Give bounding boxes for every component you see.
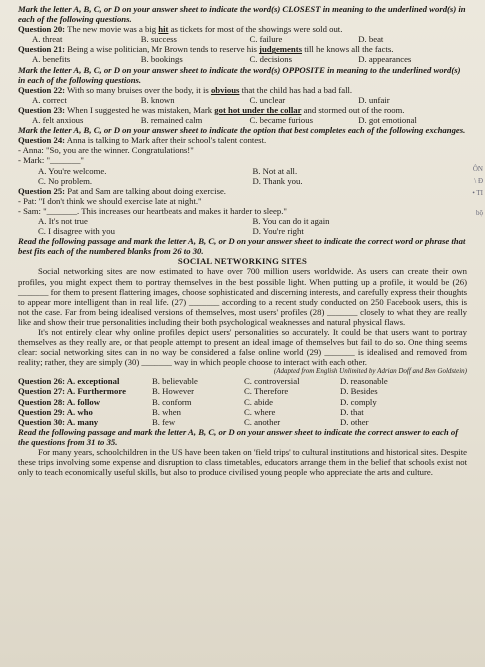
option-a[interactable]: A. felt anxious <box>32 115 84 126</box>
options-25-ab <box>18 216 467 226</box>
q30-option-d[interactable]: D. other <box>340 416 369 427</box>
underlined-word: obvious <box>210 84 240 95</box>
question-text: Being a wise politician, Mr Brown tends to reserve his <box>65 44 260 55</box>
q30-option-a[interactable]: Question 30: A. many <box>18 416 99 427</box>
dialogue-line: - Mark: "_______" <box>18 155 84 166</box>
question-22 <box>18 85 467 95</box>
option-d[interactable]: D. Thank you. <box>252 175 303 186</box>
options-23 <box>18 115 467 125</box>
q26-option-b[interactable]: B. believable <box>152 376 198 387</box>
option-b[interactable]: B. You can do it again <box>252 215 330 226</box>
passage-paragraph-2: It's not entirely clear why online profiles depict users' personalities so accurately. It could be that users want to portray themselves as they really are, or that people attempt to present an ideal image of themselves but fail to do so. One thing seems clear: social networking sites can in no way be considered a false online world (29) _______ is idealised and removed from reality; rather, they are simply (30) _______ way in which people choose to interact with each other. <box>18 327 467 368</box>
instruction-closest: Mark the letter A, B, C, or D on your answer sheet to indicate the word(s) CLOSEST in meaning to the underlined word(s) in each of the following questions. <box>18 4 466 25</box>
option-d[interactable]: D. unfair <box>358 94 390 105</box>
question-text: that the child has had a bad fall. <box>239 84 353 95</box>
question-text: Anna is talking to Mark after their school's talent contest. <box>65 135 267 146</box>
option-d[interactable]: D. appearances <box>358 54 412 65</box>
option-b[interactable]: B. bookings <box>140 54 183 65</box>
options-24-ab <box>18 166 467 176</box>
question-text: With so many bruises over the body, it is <box>65 84 211 95</box>
q30-option-c[interactable]: C. another <box>244 416 281 427</box>
margin-mark: ÔN <box>472 165 483 173</box>
instruction-exchanges: Mark the letter A, B, C, or D on your answer sheet to indicate the option that best completes each of the following exchanges. <box>18 125 466 136</box>
question-text: When I suggested he was mistaken, Mark <box>65 104 215 115</box>
margin-mark: \ Đ <box>474 177 483 185</box>
q30-option-b[interactable]: B. few <box>152 416 176 427</box>
options-25-cd <box>18 226 467 236</box>
question-label: Question 20: <box>18 24 66 35</box>
question-24 <box>18 135 467 145</box>
passage-paragraph-1: Social networking sites are now estimated to have over 700 million users worldwide. As users can create their own profiles, you might expect them to portray themselves in the best possible light. When putting up a profile, it would be (26) _______ for them to present flattering images, choose sophisticated and discerning interests, and carefully express their thoughts to appear more intelligent than in real life. (27) _______ according to a recent study conducted on 250 Facebook users, this is not the case. Far from being idealised versions of themselves, most users' profiles (28) _______ closely to what they are really like and show their true personalities including their both psychological weaknesses and natural physical flaws. <box>18 266 467 327</box>
answer-options-grid <box>18 376 467 426</box>
options-22 <box>18 95 467 105</box>
question-text: The new movie was a big <box>65 24 159 35</box>
q27-option-c[interactable]: C. Therefore <box>244 386 289 397</box>
question-text: till he knows all the facts. <box>302 44 394 55</box>
q29-option-d[interactable]: D. that <box>340 406 364 417</box>
question-23 <box>18 105 467 115</box>
margin-mark: • TI <box>472 189 483 197</box>
option-b[interactable]: B. success <box>140 34 177 45</box>
passage-title: SOCIAL NETWORKING SITES <box>177 256 308 267</box>
question-label: Question 22: <box>18 84 66 95</box>
option-d[interactable]: D. You're right <box>252 226 304 237</box>
q26-option-c[interactable]: C. controversial <box>244 376 300 387</box>
question-text: and stormed out of the room. <box>301 104 405 115</box>
option-a[interactable]: A. correct <box>32 94 67 105</box>
q26-option-d[interactable]: D. reasonable <box>340 376 388 387</box>
dialogue-line: - Anna: "So, you are the winner. Congratulations!" <box>18 145 194 156</box>
instruction-cloze: Read the following passage and mark the letter A, B, C, or D on your answer sheet to indicate the correct word or phrase that best fits each of the numbered blanks from 26 to 30. <box>18 236 466 257</box>
q27-option-d[interactable]: D. Besides <box>340 386 378 397</box>
options-20 <box>18 34 467 44</box>
question-text: Pat and Sam are talking about doing exercise. <box>65 185 226 196</box>
option-c[interactable]: C. unclear <box>249 94 286 105</box>
option-a[interactable]: A. threat <box>32 34 63 45</box>
q29-option-c[interactable]: C. where <box>244 406 276 417</box>
option-c[interactable]: C. No problem. <box>38 175 93 186</box>
question-label: Question 25: <box>18 185 66 196</box>
question-label: Question 21: <box>18 44 66 55</box>
question-label: Question 24: <box>18 135 66 146</box>
q28-option-b[interactable]: B. conform <box>152 396 192 407</box>
options-24-cd <box>18 176 467 186</box>
q27-option-b[interactable]: B. However <box>152 386 194 397</box>
question-20 <box>18 24 467 34</box>
option-c[interactable]: C. I disagree with you <box>38 226 115 237</box>
q26-option-a[interactable]: Question 26: A. exceptional <box>18 376 120 387</box>
instruction-reading: Read the following passage and mark the letter A, B, C, or D on your answer sheet to indicate the correct answer to each of the questions from 31 to 35. <box>18 426 459 447</box>
q29-option-b[interactable]: B. when <box>152 406 181 417</box>
option-c[interactable]: C. failure <box>249 34 283 45</box>
option-b[interactable]: B. remained calm <box>140 115 203 126</box>
passage-paragraph-3: For many years, schoolchildren in the US have been taken on 'field trips' to cultural institutions and historical sites. Despite these trips involving some expense and disruption to class timetables, educators arrange them in the belief that schools exist not only to teach economically useful skills, but also to produce civilised young people who appreciate the arts and culture. <box>18 447 467 478</box>
dialogue-line: - Sam: "_______. This increases our heartbeats and makes it harder to sleep." <box>18 205 287 216</box>
passage-source: (Adapted from English Unlimited by Adrian Doff and Ben Goldstein) <box>273 367 467 376</box>
question-21 <box>18 44 467 54</box>
instruction-opposite: Mark the letter A, B, C, or D on your answer sheet to indicate the word(s) OPPOSITE in meaning to the underlined word(s) in each of the following questions. <box>18 64 461 85</box>
underlined-word: judgements <box>259 44 303 55</box>
option-c[interactable]: C. decisions <box>249 54 292 65</box>
dialogue-line: - Pat: "I don't think we should exercise late at night." <box>18 195 202 206</box>
question-label: Question 23: <box>18 104 66 115</box>
option-c[interactable]: C. became furious <box>249 115 313 126</box>
q28-option-c[interactable]: C. abide <box>244 396 273 407</box>
options-21 <box>18 54 467 64</box>
q28-option-a[interactable]: Question 28: A. follow <box>18 396 101 407</box>
underlined-word: hit <box>158 24 169 35</box>
underlined-word: got hot under the collar <box>214 104 302 115</box>
option-a[interactable]: A. It's not true <box>38 215 88 226</box>
q27-option-a[interactable]: Question 27: A. Furthermore <box>18 386 126 397</box>
q28-option-d[interactable]: D. comply <box>340 396 377 407</box>
option-b[interactable]: B. Not at all. <box>252 165 298 176</box>
option-b[interactable]: B. known <box>140 94 175 105</box>
question-25 <box>18 186 467 196</box>
option-d[interactable]: D. beat <box>358 34 384 45</box>
margin-mark: bộ <box>476 209 483 217</box>
q29-option-a[interactable]: Question 29: A. who <box>18 406 93 417</box>
option-a[interactable]: A. You're welcome. <box>38 165 107 176</box>
option-a[interactable]: A. benefits <box>32 54 71 65</box>
question-text: as tickets for most of the showings were sold out. <box>168 24 343 35</box>
option-d[interactable]: D. got emotional <box>358 115 417 126</box>
